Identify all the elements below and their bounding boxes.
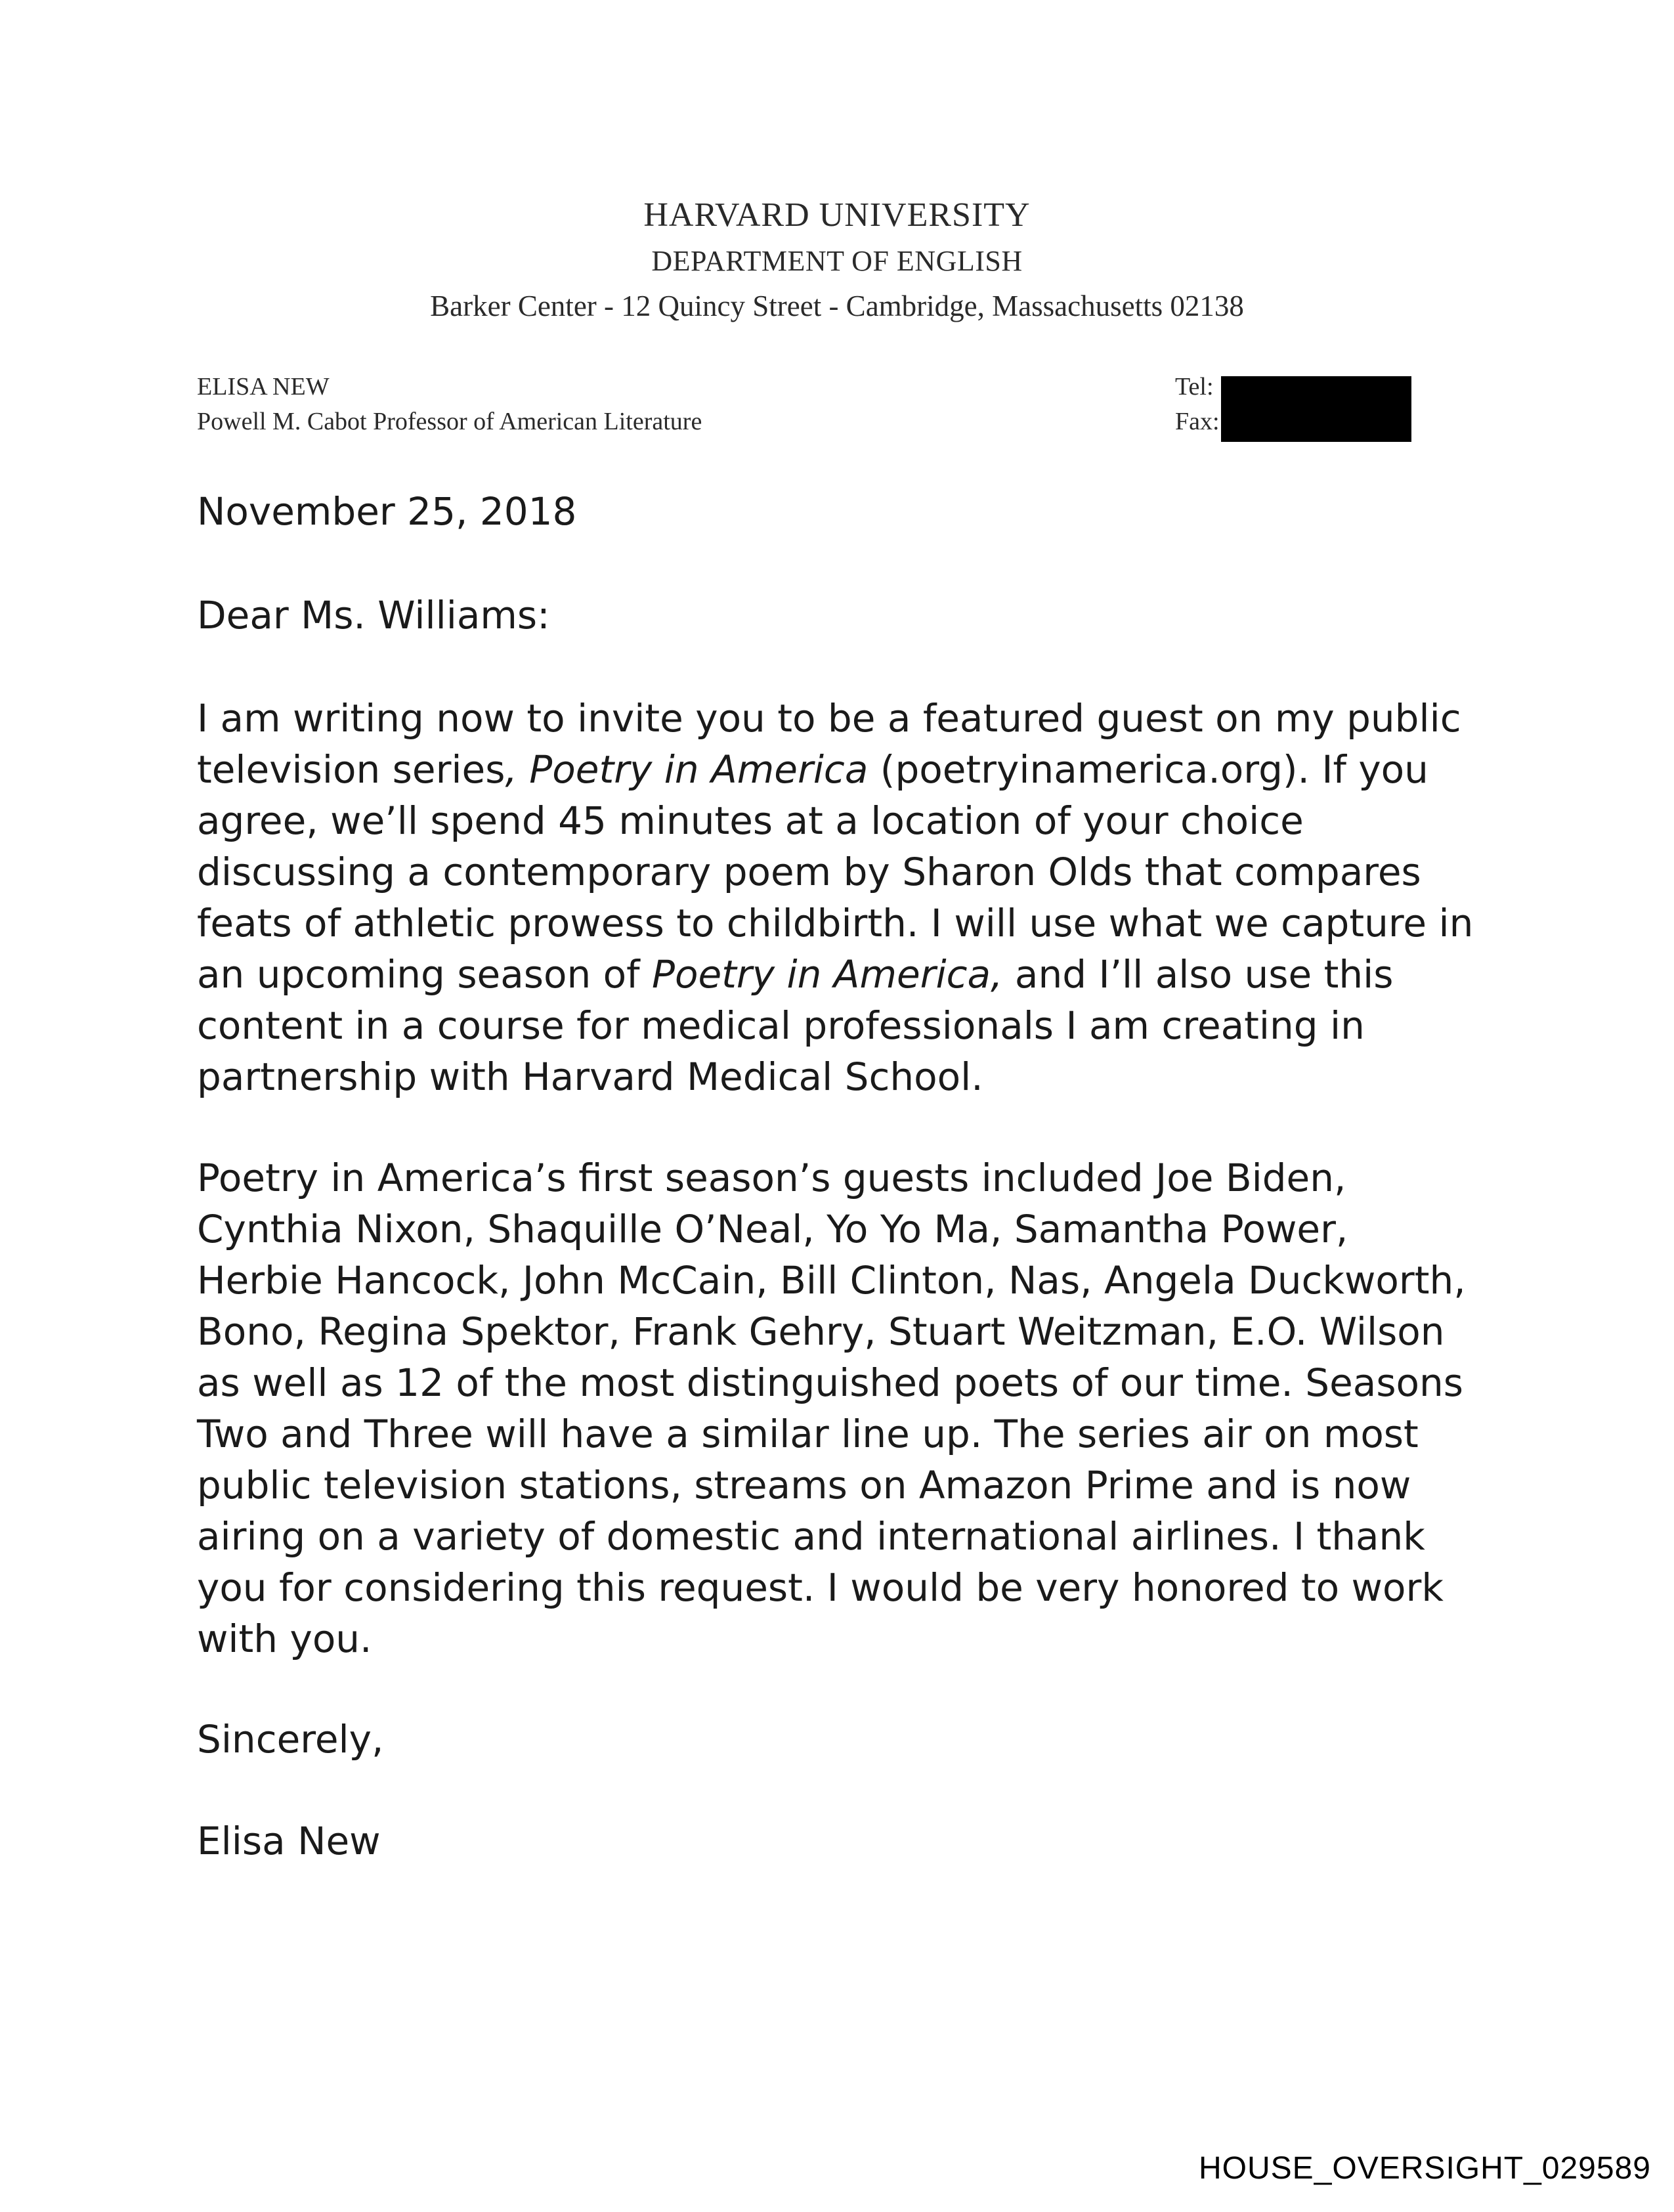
closing: Sincerely, [197, 1717, 384, 1762]
paragraph-1-line-7: content in a course for medical professionals I am creating in [197, 1003, 1365, 1048]
paragraph-1-line-8: partnership with Harvard Medical School. [197, 1054, 983, 1099]
paragraph-2-line-3: Herbie Hancock, John McCain, Bill Clinton, Nas, Angela Duckworth, [197, 1258, 1466, 1303]
salutation: Dear Ms. Williams: [197, 593, 550, 638]
text-segment: television series [197, 747, 505, 792]
text-segment: and I’ll also use this [1002, 952, 1394, 997]
body-paragraph-1 [197, 693, 1497, 1102]
bates-number: HOUSE_OVERSIGHT_029589 [1199, 2151, 1651, 2186]
tel-label: Tel: [1175, 373, 1214, 401]
paragraph-1-line-2 [197, 747, 1428, 792]
paragraph-2-line-6: Two and Three will have a similar line up. The series air on most [197, 1412, 1419, 1456]
paragraph-2-line-7: public television stations, streams on Amazon Prime and is now [197, 1463, 1411, 1507]
letterhead-department: DEPARTMENT OF ENGLISH [651, 245, 1023, 277]
paragraph-2-line-9: you for considering this request. I would be very honored to work [197, 1565, 1444, 1610]
letterhead-institution: HARVARD UNIVERSITY [643, 196, 1031, 234]
series-title-italic: Poetry in America, [652, 952, 1003, 997]
text-segment: an upcoming season of [197, 952, 652, 997]
series-title-italic: , Poetry in America [505, 747, 869, 792]
signature-name: Elisa New [197, 1819, 381, 1863]
letterhead-address: Barker Center - 12 Quincy Street - Cambridge, Massachusetts 02138 [430, 290, 1244, 322]
paragraph-2-line-2: Cynthia Nixon, Shaquille O’Neal, Yo Yo Ma, Samantha Power, [197, 1207, 1348, 1251]
paragraph-1-line-6 [197, 952, 1393, 997]
paragraph-1-line-4: discussing a contemporary poem by Sharon Olds that compares [197, 850, 1421, 894]
paragraph-2-line-1: Poetry in America’s first season’s guests included Joe Biden, [197, 1156, 1346, 1200]
sender-name: ELISA NEW [197, 373, 330, 401]
paragraph-1-line-5: feats of athletic prowess to childbirth. I will use what we capture in [197, 901, 1474, 945]
body-paragraph-2 [197, 1152, 1497, 1664]
letter-date: November 25, 2018 [197, 489, 577, 534]
redaction-block [1221, 376, 1411, 442]
paragraph-1-line-1: I am writing now to invite you to be a featured guest on my public [197, 696, 1461, 741]
text-segment: (poetryinamerica.org). If you [868, 747, 1428, 792]
paragraph-2-line-5: as well as 12 of the most distinguished poets of our time. Seasons [197, 1360, 1464, 1405]
sender-title: Powell M. Cabot Professor of American Literature [197, 408, 702, 435]
paragraph-1-line-3: agree, we’ll spend 45 minutes at a location of your choice [197, 798, 1304, 843]
paragraph-2-line-10: with you. [197, 1616, 372, 1661]
fax-label: Fax: [1175, 408, 1220, 435]
paragraph-2-line-8: airing on a variety of domestic and international airlines. I thank [197, 1514, 1425, 1559]
paragraph-2-line-4: Bono, Regina Spektor, Frank Gehry, Stuart Weitzman, E.O. Wilson [197, 1309, 1445, 1354]
